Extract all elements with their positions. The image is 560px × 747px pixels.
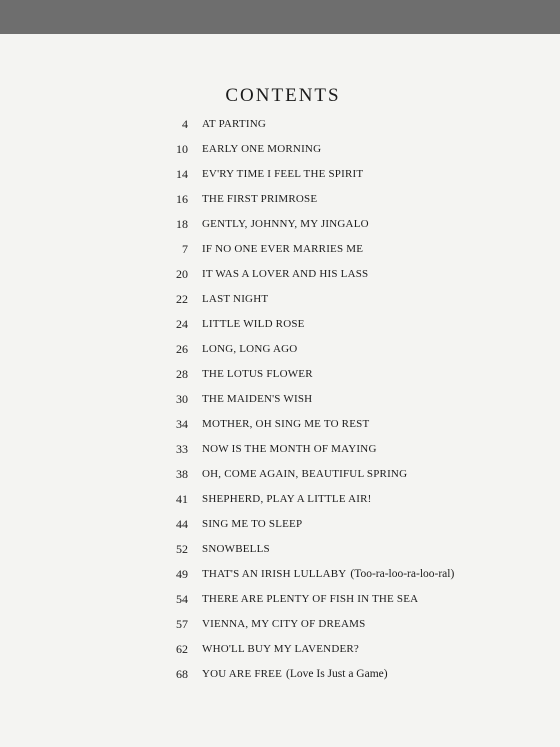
entry-title: NOW IS THE MONTH OF MAYING xyxy=(202,443,377,455)
entry-page-number: 54 xyxy=(176,592,188,606)
entry-title: EARLY ONE MORNING xyxy=(202,143,322,155)
entry-title-line xyxy=(202,217,369,232)
entry-title-line xyxy=(202,317,305,332)
contents-entry xyxy=(0,142,560,167)
entry-subtitle: (Love Is Just a Game) xyxy=(286,668,388,680)
entry-title: MOTHER, OH SING ME TO REST xyxy=(202,418,370,430)
entry-page-number: 34 xyxy=(176,417,188,431)
contents-entry xyxy=(0,317,560,342)
entry-title: THE MAIDEN'S WISH xyxy=(202,393,313,405)
entry-title: LITTLE WILD ROSE xyxy=(202,318,305,330)
contents-entry xyxy=(0,267,560,292)
entry-title: OH, COME AGAIN, BEAUTIFUL SPRING xyxy=(202,468,408,480)
entry-title-line xyxy=(202,167,363,182)
contents-entry xyxy=(0,667,560,692)
entry-title: GENTLY, JOHNNY, MY JINGALO xyxy=(202,218,369,230)
entry-title: LONG, LONG AGO xyxy=(202,343,298,355)
entry-title-line xyxy=(202,542,270,557)
entry-page-number: 20 xyxy=(176,267,188,281)
entry-title-line xyxy=(202,117,266,132)
entry-page-number: 18 xyxy=(176,217,188,231)
contents-entry xyxy=(0,567,560,592)
contents-entry xyxy=(0,417,560,442)
entry-page-number: 68 xyxy=(176,667,188,681)
page-title: CONTENTS xyxy=(225,85,341,106)
scan-top-band xyxy=(0,0,560,34)
contents-entry xyxy=(0,517,560,542)
entry-title: WHO'LL BUY MY LAVENDER? xyxy=(202,643,359,655)
entry-page-number: 4 xyxy=(182,117,188,131)
entry-subtitle: (Too-ra-loo-ra-loo-ral) xyxy=(350,568,455,580)
entry-page-number: 7 xyxy=(182,242,188,256)
contents-entry xyxy=(0,542,560,567)
entry-title: SHEPHERD, PLAY A LITTLE AIR! xyxy=(202,493,372,505)
entry-title-line xyxy=(202,267,368,282)
entry-title: THERE ARE PLENTY OF FISH IN THE SEA xyxy=(202,593,419,605)
entry-page-number: 14 xyxy=(176,167,188,181)
entry-title-line xyxy=(202,342,297,357)
entry-page-number: 33 xyxy=(176,442,188,456)
contents-entry xyxy=(0,467,560,492)
entry-title: THE FIRST PRIMROSE xyxy=(202,193,318,205)
contents-entry xyxy=(0,592,560,617)
contents-entry xyxy=(0,617,560,642)
entry-title-line xyxy=(202,667,388,682)
entry-title-line xyxy=(202,492,372,507)
entry-page-number: 28 xyxy=(176,367,188,381)
entry-page-number: 49 xyxy=(176,567,188,581)
entry-page-number: 26 xyxy=(176,342,188,356)
entry-title-line xyxy=(202,467,407,482)
entry-page-number: 10 xyxy=(176,142,188,156)
entry-title-line xyxy=(202,567,454,582)
contents-page xyxy=(0,34,560,747)
entry-title: EV'RY TIME I FEEL THE SPIRIT xyxy=(202,168,364,180)
entry-page-number: 16 xyxy=(176,192,188,206)
entry-title: SNOWBELLS xyxy=(202,543,270,555)
contents-entry xyxy=(0,242,560,267)
entry-title: THE LOTUS FLOWER xyxy=(202,368,313,380)
entry-page-number: 52 xyxy=(176,542,188,556)
entry-title: VIENNA, MY CITY OF DREAMS xyxy=(202,618,366,630)
entry-title-line xyxy=(202,517,302,532)
entry-page-number: 44 xyxy=(176,517,188,531)
contents-entry xyxy=(0,392,560,417)
contents-entry xyxy=(0,167,560,192)
entry-title: YOU ARE FREE xyxy=(202,668,283,680)
entry-title-line xyxy=(202,592,418,607)
contents-entry xyxy=(0,492,560,517)
contents-entry xyxy=(0,367,560,392)
entry-title-line xyxy=(202,292,268,307)
contents-entry xyxy=(0,192,560,217)
contents-list xyxy=(0,117,560,692)
entry-title-line xyxy=(202,142,321,157)
entry-title-line xyxy=(202,642,359,657)
entry-page-number: 24 xyxy=(176,317,188,331)
entry-page-number: 62 xyxy=(176,642,188,656)
entry-title: IF NO ONE EVER MARRIES ME xyxy=(202,243,364,255)
entry-title-line xyxy=(202,392,312,407)
entry-title-line xyxy=(202,242,363,257)
entry-title-line xyxy=(202,192,317,207)
entry-page-number: 57 xyxy=(176,617,188,631)
entry-page-number: 38 xyxy=(176,467,188,481)
entry-title-line xyxy=(202,417,369,432)
entry-page-number: 22 xyxy=(176,292,188,306)
contents-entry xyxy=(0,292,560,317)
entry-title: IT WAS A LOVER AND HIS LASS xyxy=(202,268,369,280)
entry-title: AT PARTING xyxy=(202,118,266,130)
entry-title-line xyxy=(202,442,377,457)
entry-title: SING ME TO SLEEP xyxy=(202,518,303,530)
contents-entry xyxy=(0,117,560,142)
entry-page-number: 30 xyxy=(176,392,188,406)
entry-title: THAT'S AN IRISH LULLABY xyxy=(202,568,347,580)
entry-title-line xyxy=(202,617,365,632)
contents-entry xyxy=(0,342,560,367)
entry-title: LAST NIGHT xyxy=(202,293,269,305)
contents-entry xyxy=(0,442,560,467)
entry-title-line xyxy=(202,367,313,382)
contents-entry xyxy=(0,217,560,242)
entry-page-number: 41 xyxy=(176,492,188,506)
contents-entry xyxy=(0,642,560,667)
